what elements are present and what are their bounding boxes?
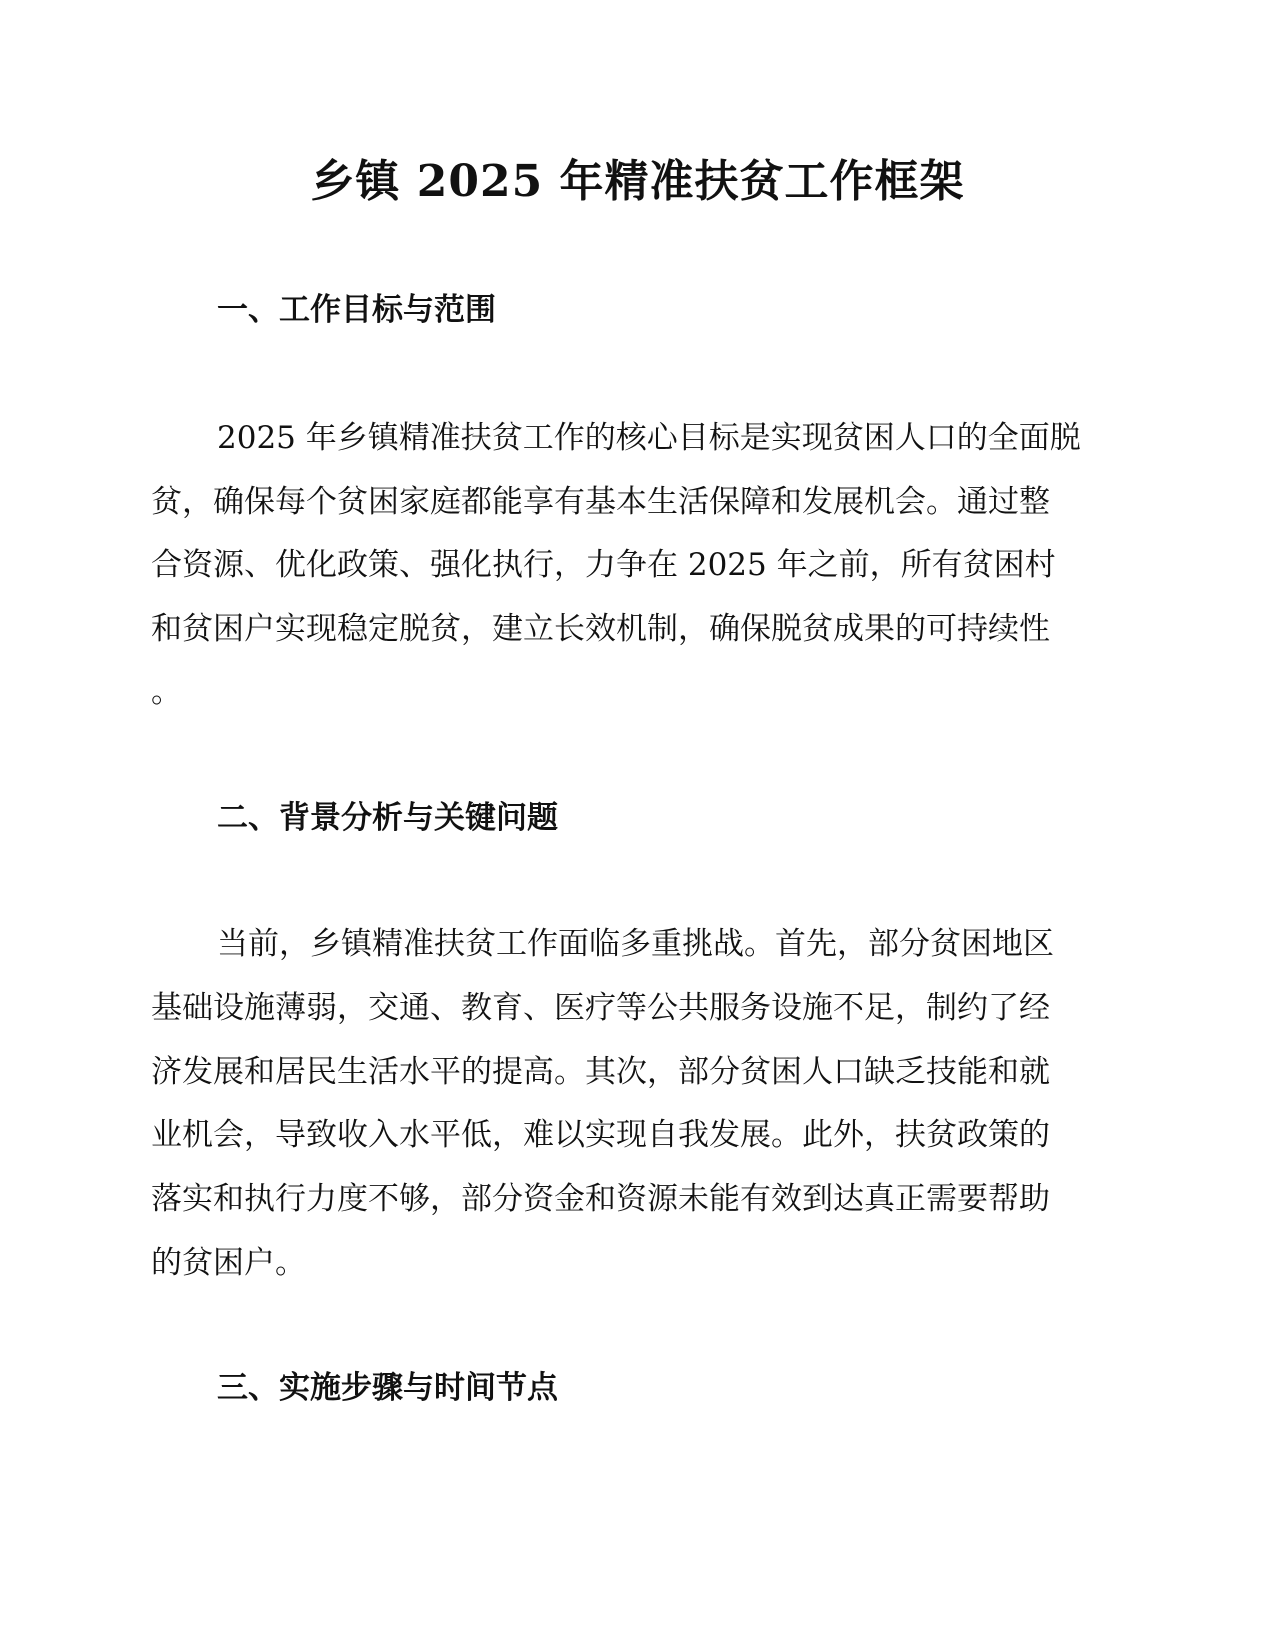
paragraph-line: 2025 年乡镇精准扶贫工作的核心目标是实现贫困人口的全面脱 <box>217 420 1081 456</box>
paragraph-line: 业机会，导致收入水平低，难以实现自我发展。此外，扶贫政策的 <box>151 1117 1050 1153</box>
section-heading-steps: 三、实施步骤与时间节点 <box>217 1370 558 1406</box>
paragraph-line: 落实和执行力度不够，部分资金和资源未能有效到达真正需要帮助 <box>151 1181 1050 1217</box>
section-heading-background: 二、背景分析与关键问题 <box>217 800 558 836</box>
paragraph-line: 贫，确保每个贫困家庭都能享有基本生活保障和发展机会。通过整 <box>151 484 1050 520</box>
paragraph-line: 当前，乡镇精准扶贫工作面临多重挑战。首先，部分贫困地区 <box>217 926 1054 962</box>
paragraph-line: 济发展和居民生活水平的提高。其次，部分贫困人口缺乏技能和就 <box>151 1054 1050 1090</box>
paragraph-line: 。 <box>151 674 182 710</box>
paragraph-line: 基础设施薄弱，交通、教育、医疗等公共服务设施不足，制约了经 <box>151 990 1050 1026</box>
paragraph-line: 的贫困户。 <box>151 1245 306 1281</box>
paragraph-line: 和贫困户实现稳定脱贫，建立长效机制，确保脱贫成果的可持续性 <box>151 611 1050 647</box>
paragraph-line: 合资源、优化政策、强化执行，力争在 2025 年之前，所有贫困村 <box>151 547 1056 583</box>
section-heading-goals: 一、工作目标与范围 <box>217 292 496 328</box>
document-title: 乡镇 2025 年精准扶贫工作框架 <box>310 156 965 207</box>
